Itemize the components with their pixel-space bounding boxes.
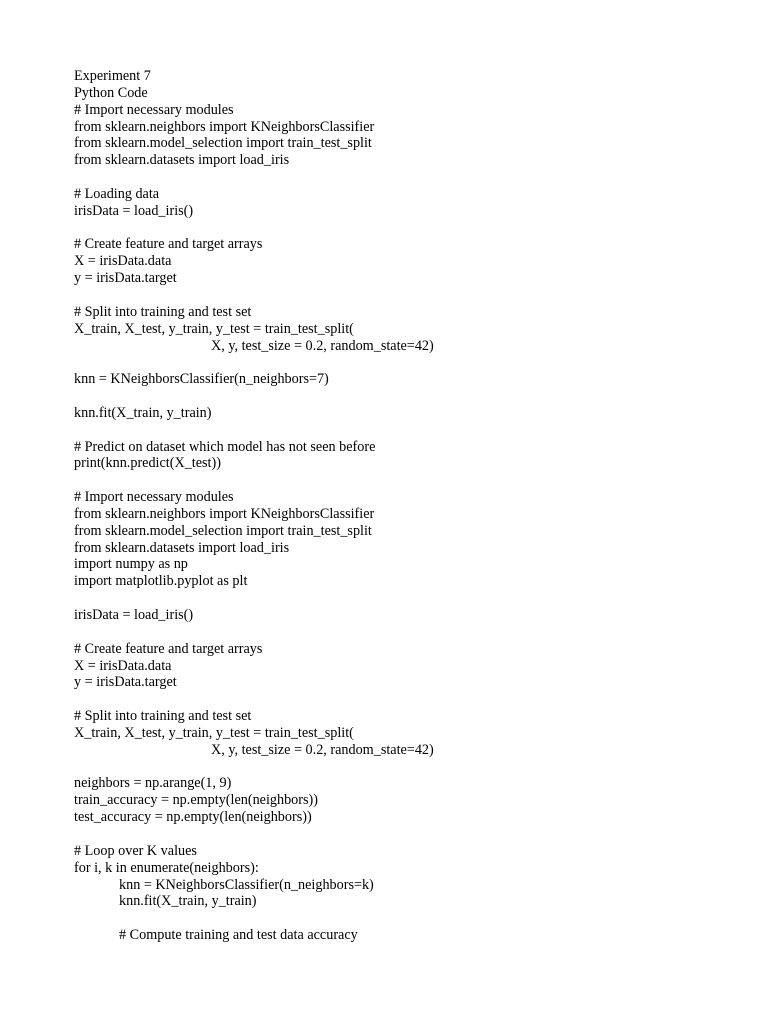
- code-line: from sklearn.neighbors import KNeighborsClassifier: [74, 118, 375, 135]
- code-line: from sklearn.datasets import load_iris: [74, 152, 290, 169]
- blank-line: [74, 826, 714, 843]
- blank-line: [74, 624, 714, 641]
- code-line: irisData = load_iris(): [74, 607, 194, 623]
- code-line: knn = KNeighborsClassifier(n_neighbors=k): [119, 876, 374, 893]
- code-line: print(knn.predict(X_test)): [74, 455, 221, 472]
- blank-line: [74, 220, 714, 237]
- blank-line: [74, 169, 714, 186]
- code-line: from sklearn.datasets import load_iris: [74, 539, 290, 556]
- code-line: knn.fit(X_train, y_train): [74, 404, 212, 421]
- blank-line: [74, 590, 714, 607]
- code-line: from sklearn.model_selection import train_test_split: [74, 522, 372, 539]
- code-line: X_train, X_test, y_train, y_test = train_test_split(: [74, 320, 354, 337]
- blank-line: [74, 759, 714, 776]
- code-line: from sklearn.neighbors import KNeighborsClassifier: [74, 505, 375, 522]
- code-line: Experiment 7: [74, 68, 151, 84]
- code-line: neighbors = np.arange(1, 9): [74, 775, 232, 792]
- code-line: # Split into training and test set: [74, 708, 252, 725]
- blank-line: [74, 472, 714, 489]
- code-line: # Create feature and target arrays: [74, 640, 263, 657]
- code-line: # Loading data: [74, 185, 160, 202]
- code-line: X, y, test_size = 0.2, random_state=42): [211, 741, 434, 758]
- blank-line: [74, 354, 714, 371]
- code-line: # Create feature and target arrays: [74, 236, 263, 253]
- code-line: for i, k in enumerate(neighbors):: [74, 859, 259, 876]
- code-line: Python Code: [74, 84, 148, 101]
- code-line: # Import necessary modules: [74, 101, 234, 118]
- code-line: # Predict on dataset which model has not seen before: [74, 438, 376, 455]
- blank-line: [74, 388, 714, 405]
- blank-line: [74, 422, 714, 439]
- code-line: import numpy as np: [74, 556, 188, 573]
- code-line: X = irisData.data: [74, 253, 172, 270]
- code-line: # Loop over K values: [74, 842, 197, 859]
- code-line: train_accuracy = np.empty(len(neighbors)): [74, 792, 318, 809]
- code-line: import matplotlib.pyplot as plt: [74, 573, 248, 590]
- code-line: knn = KNeighborsClassifier(n_neighbors=7): [74, 371, 329, 388]
- code-line: # Import necessary modules: [74, 489, 234, 506]
- code-line: X_train, X_test, y_train, y_test = train_test_split(: [74, 724, 354, 741]
- document-body: [74, 68, 714, 944]
- code-line: test_accuracy = np.empty(len(neighbors)): [74, 809, 312, 826]
- blank-line: [74, 691, 714, 708]
- code-line: X, y, test_size = 0.2, random_state=42): [211, 337, 434, 354]
- code-line: y = irisData.target: [74, 270, 177, 287]
- code-line: X = irisData.data: [74, 657, 172, 674]
- blank-line: [74, 910, 714, 927]
- code-line: y = irisData.target: [74, 674, 177, 691]
- code-line: # Compute training and test data accuracy: [119, 927, 358, 944]
- blank-line: [74, 287, 714, 304]
- code-line: # Split into training and test set: [74, 303, 252, 320]
- code-line: irisData = load_iris(): [74, 202, 194, 219]
- code-line: from sklearn.model_selection import train_test_split: [74, 135, 372, 152]
- code-line: knn.fit(X_train, y_train): [119, 893, 257, 910]
